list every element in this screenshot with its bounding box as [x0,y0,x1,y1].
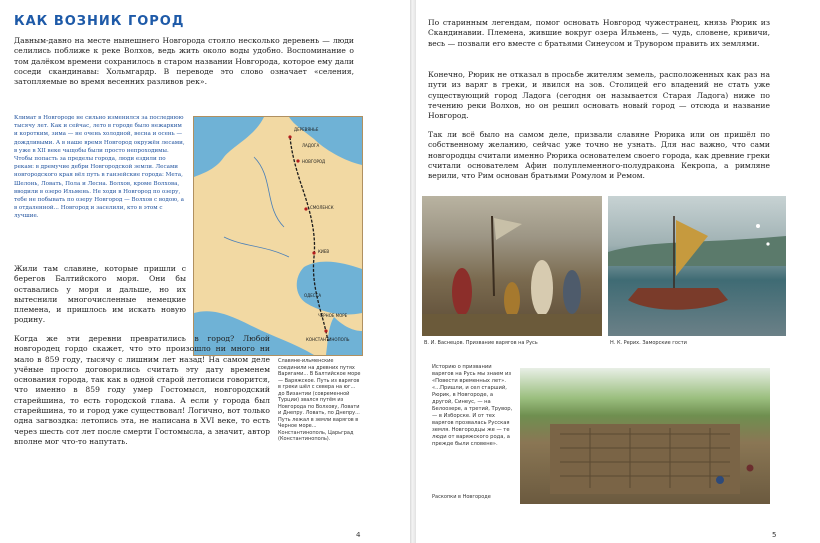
map-label-kiev: КИЕВ [318,249,330,254]
legend-paragraph: Так ли всё было на самом деле, призвали славяне Рюрика или он пришёл по собственному желанию, сейчас уже точно не узнать. Для нас важно, что сами новгородцы считали именно Рюрика основателем своего города, как древние греки считали основателем Афин полуплеменного-полудракона Кекропа, а римляне верили, что Рим основан братьями Ромулом и Ремом. [428,130,770,181]
caption-vasnetsov: В. И. Васнецов. Призвание варягов на Русь [424,340,538,346]
page-title: КАК ВОЗНИК ГОРОД [14,14,185,29]
map-label-odessa: ОДЕССА [304,293,322,298]
climate-sidebar: Климат в Новгороде не сильно изменился за последнюю тысячу лет. Как и сейчас, лето в городе было нежарким и коротким, зима — не очень холодной, весна и осень — дождливыми. А в наше время Новгород окружён лесами, в уже в XII веке чащобы были просто непроходимы. Чтобы попасть за пределы города, люди ездили по рекам: в дремучие дебри Новгородской земли. Лесами новгородского края вёл путь в ганзейские города: Мета, Шелонь, Ловать, Пола и Лесна. Волхов, кроме Волхова, вводили в озеро Ильмень. Не ходи в Новгород по озеру, тебе не побывать по озеру Новгород — Волхов с водою, а в отдаленной... Новгород и заселили, кто в этом с лучшие. [14,115,185,220]
roerich-painting [608,196,786,336]
trade-route-map [193,116,363,356]
map-caption: Славяне-ильменские соединили на древних путях Варягами... В Балтийское море — Варяжское. Путь из варягов в греки шёл с севера на юг... до Византии (современной Турции) звался путём из Новгорода по Волхову, Ловати и Днепру. Ловать, по Днепру... Путь лежал в земли варягов в Черное море... Константинополь, Царьград (Константинополь). [278,358,361,442]
slavs-paragraph: Жили там славяне, которые пришли с берегов Балтийского моря. Они бы оставались у моря и дальше, но их вытеснили многочисленные немецкие племена, и пришлось им искать новую родину. [14,264,186,325]
map-label-ladoga: ЛАДОГА [302,143,320,148]
map-label-smolensk: СМОЛЕНСК [310,205,334,210]
intro-paragraph: Давным-давно на месте нынешнего Новгорода стояло несколько деревень — люди селились поближе к реке Волхов, ведь жить около воды удобно. Воспоминание о том далёком времени сохранилось в старом названии Новгорода, которое ему дали соседи скандинавы: Хольмгардр. В переводе это слово означает «селения, затопляемые во время весенних разливов рек». [14,36,354,87]
founding-paragraph: Когда же эти деревни превратились в город? Любой новгородец гордо скажет, что это произошло ни много ни мало в 859 году, тысячу с лишним лет назад! На самом деле учёные просто договорились считать эту дату временем основания города, так как в одной старой летописи говорится, что именно в 859 году умер Гостомысл, новгородский старейшина, то есть городской глава. А если у города был старейшина, то и город уже существовал! Логично, вот только одна загвоздка: летопись эта, не написана в XVI веке, то есть через шесть сот лет после смерти Гостомысла, а значит, автор вполне мог что-то напутать. [14,334,270,446]
page-number-left: 4 [356,531,361,539]
caption-excavation: Раскопки в Новгороде [432,494,491,500]
map-label-derevyane: ДЕРЕВЯНЬЕ [294,127,319,132]
ladoga-paragraph: Конечно, Рюрик не отказал в просьбе жителям земель, расположенных как раз на пути из варяг в греки, и явился на зов. Столицей его владений не стать уже существующий город Ладога (сегодня он называется Старая Ладога) ниже по течению реки Волхов, но он решил основать новый город — отсюда и название Новгород. [428,70,770,121]
map-label-constantinople: КОНСТАНТИНОПОЛЬ [306,337,350,342]
map-label-black-sea: ЧЁРНОЕ МОРЕ [318,313,348,318]
vasnetsov-painting [422,196,602,336]
chronicle-sidebar: Историю о призвании варягов на Русь мы знаем из «Повести временных лет». «...Пришли, и сел старший, Рюрик, в Новгороде, а другой, Синеус, — на Белоозере, а третий, Трувор, — в Изборске. И от тех варягов прозвалась Русская земля. Новгородцы же — те люди от варяжского рода, а прежде были словене». [432,364,513,447]
page-number-right: 5 [772,531,777,539]
map-label-novgorod: НОВГОРОД [302,159,326,164]
excavation-photo [520,368,770,504]
rurik-paragraph: По старинным легендам, помог основать Новгород чужестранец, князь Рюрик из Скандинавии. Племена, жившие вокруг озера Ильмень, — чудь, словене, кривичи, весь — позвали его вместе с братьями Синеусом и Трувором править их землями. [428,18,770,48]
caption-roerich: Н. К. Рерих. Заморские гости [610,340,687,346]
